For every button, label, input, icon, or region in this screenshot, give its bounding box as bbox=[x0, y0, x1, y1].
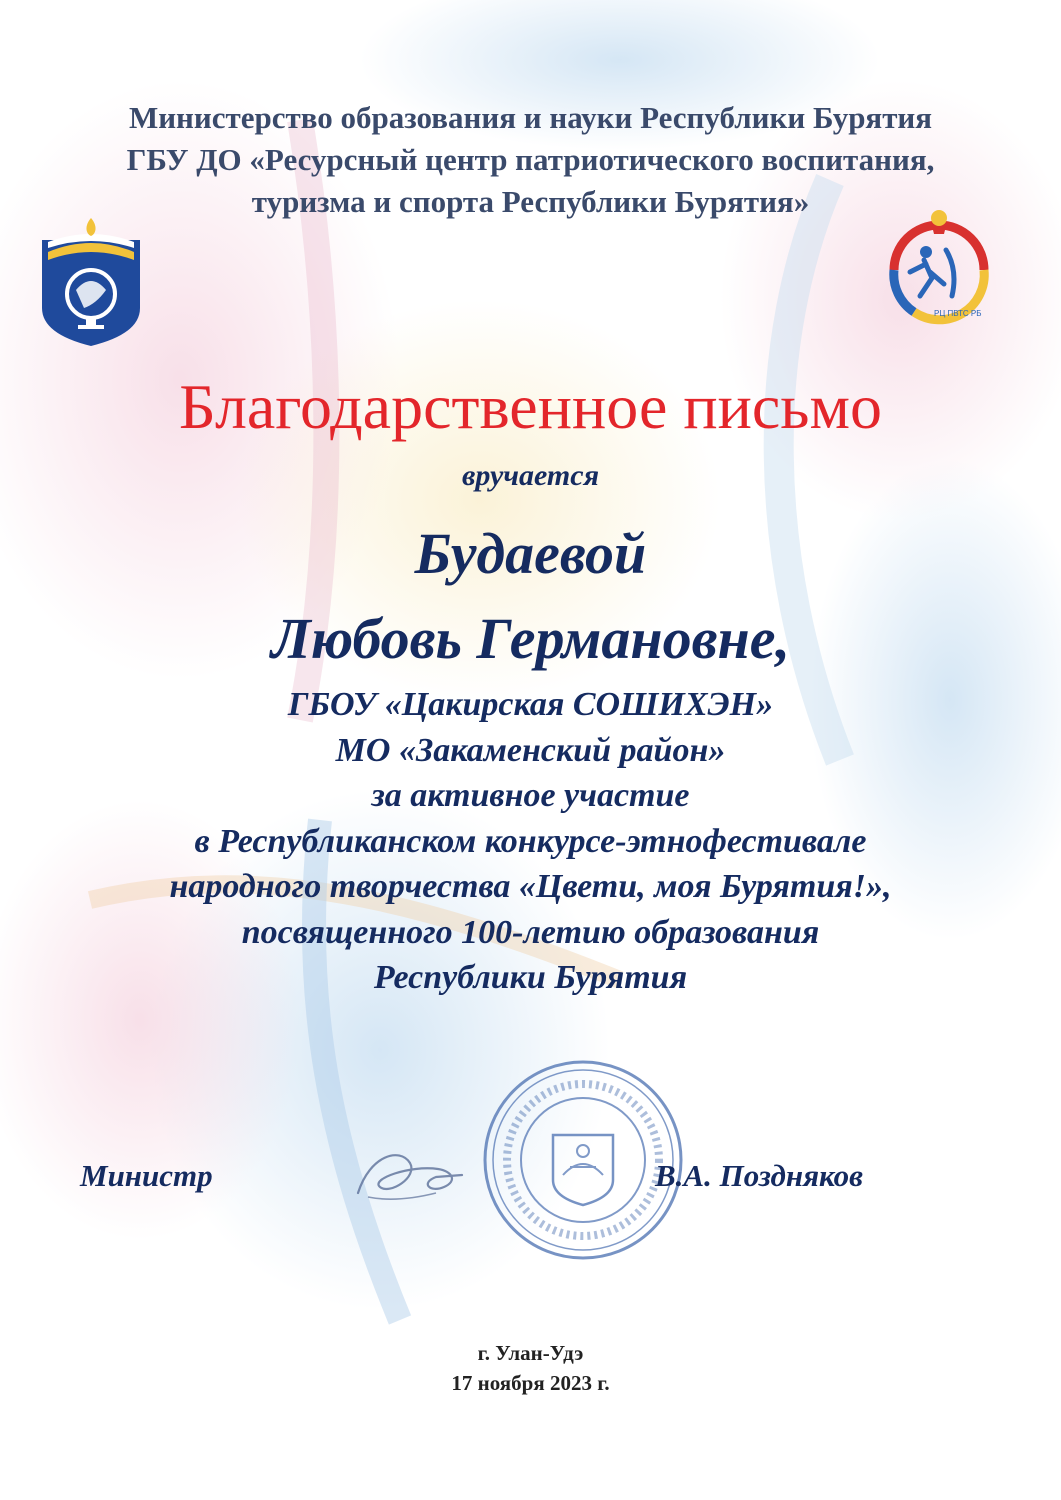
award-line-contest: в Республиканском конкурсе-этнофестивале bbox=[194, 822, 867, 860]
award-line-school: ГБОУ «Цакирская СОШИХЭН» bbox=[287, 686, 774, 723]
issuer-line-center-cont: туризма и спорта Республики Бурятия» bbox=[251, 184, 810, 219]
resource-center-logo-text: РЦ ПВТС РБ bbox=[934, 309, 982, 318]
signatory-role: Министр bbox=[80, 1158, 213, 1193]
recipient-surname: Будаевой bbox=[414, 521, 647, 586]
award-line-district: МО «Закаменский район» bbox=[335, 731, 726, 769]
document-subtitle: вручается bbox=[461, 459, 600, 492]
document-title: Благодарственное письмо bbox=[179, 371, 882, 442]
award-line-republic: Республики Бурятия bbox=[373, 959, 688, 996]
award-line-reason: за активное участие bbox=[371, 777, 690, 814]
award-line-festival: народного творчества «Цвети, моя Бурятия!», bbox=[169, 868, 892, 905]
recipient-given-names: Любовь Германовне, bbox=[271, 606, 790, 671]
award-line-dedication: посвященного 100-летию образования bbox=[241, 913, 820, 951]
issuer-line-ministry: Министерство образования и науки Республики Бурятия bbox=[128, 100, 933, 135]
resource-center-logo-icon bbox=[874, 200, 1004, 330]
issuer-line-center: ГБУ ДО «Ресурсный центр патриотического воспитания, bbox=[126, 142, 935, 177]
issue-date: 17 ноября 2023 г. bbox=[451, 1371, 610, 1395]
issue-place-date bbox=[0, 1338, 1061, 1398]
signatory-name: В.А. Поздняков bbox=[655, 1158, 863, 1193]
signature bbox=[340, 1135, 470, 1215]
ministry-emblem-icon bbox=[36, 212, 146, 348]
issue-city: г. Улан-Удэ bbox=[477, 1341, 584, 1365]
award-text bbox=[0, 682, 1061, 1001]
